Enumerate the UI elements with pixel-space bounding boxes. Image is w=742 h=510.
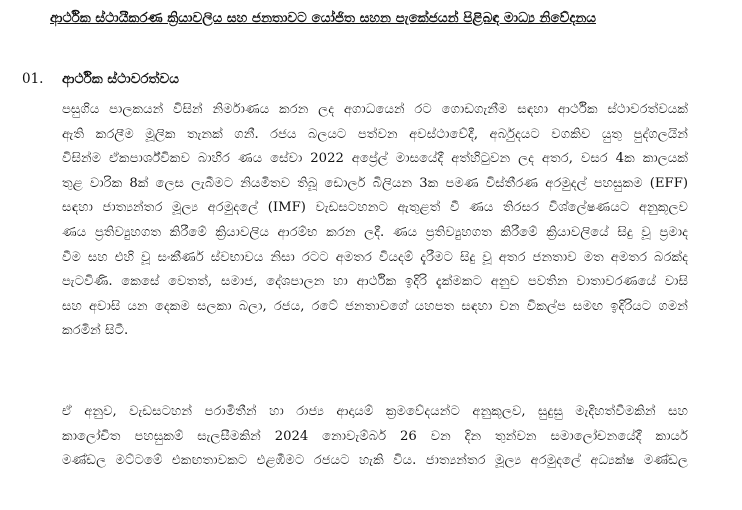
paragraph-line: කරමින් සිටී. bbox=[62, 323, 129, 339]
paragraph-line: පසුගිය පාලකයන් විසින් නිර්මාණය කරන ලද අගාධයෙන් රට ගොඩගැනීම සඳහා ආර්ථික ස්ථාවරත්වයක් bbox=[62, 102, 688, 117]
section-heading bbox=[22, 69, 179, 89]
paragraph-line: ඒ අනුව, වැඩසටහන් පරාමිතීන් හා රාජ්‍ය ආදායම් ක්‍රමවේදයන්ට අනුකූලව, සුදුසු මැදිහත්වීමකින් සහ bbox=[62, 404, 688, 419]
paragraph-line: තුළ වාරික 8ක් ලෙස ලැබීමට නියමිතව තිබූ ඩොලර් බිලියන 3ක පමණ විස්තීරණ අරමුදල් පහසුකම (EFF) bbox=[62, 175, 688, 191]
paragraph-line: පැටවිණි. කෙසේ වෙතත්, සමාජ, දේශපාලන හා ආර්ථික ඉදිරි දැක්මකට අනුව පවතින වාතාවරණයේ වාසි bbox=[62, 274, 688, 290]
paragraph-line: ණය ප්‍රතිව්‍යුහගත කිරීමේ ක්‍රියාවලිය ආරම්භ කරන ලදී. ණය ප්‍රතිව්‍යුහගත කිරීමේ ක්‍රියාවලියේ සිදු වූ ප්‍රමාද bbox=[62, 224, 688, 240]
section-number: 01. bbox=[22, 71, 44, 87]
body-paragraph-2 bbox=[62, 400, 688, 474]
paragraph-line: විසින්ම ඒකපාර්ශ්විකව බාහිර ණය සේවා 2022 අප්‍රේල් මාසයේදී අත්හිටුවන ලද අතර, වසර 4ක කාලයක් bbox=[62, 151, 688, 167]
paragraph-line: සහ අවාසි යන දෙකම සලකා බලා, රජය, රටේ ජනතාවගේ යහපත සඳහා වන විකල්ප සමඟ ඉදිරියට ගමන් bbox=[62, 298, 688, 314]
body-paragraph-1 bbox=[62, 98, 688, 344]
paragraph-line: සඳහා ජාත්‍යන්තර මූල්‍ය අරමුදලේ (IMF) වැඩසටහනට ඇතුළත් වී ණය තිරසර විශ්ලේෂණයට අනුකූලව bbox=[62, 200, 688, 216]
paragraph-line: මණ්ඩල මට්ටමේ එකඟතාවකට එළඹීමට රජයට හැකි විය. ජාත්‍යන්තර මූල්‍ය අරමුදලේ අධ්‍යක්ෂ මණ්ඩල bbox=[62, 453, 688, 469]
paragraph-line: ඇති කරලීම මූලික තැනක් ගනී. රජය බලයට පත්වන අවස්ථාවේදී, අර්බුදයට වගකිව යුතු පුද්ගලයින් bbox=[62, 126, 688, 142]
paragraph-line: කාලෝචිත පහසුකම් සැලසීමකින් 2024 නොවැම්බර් 26 වන දින තුන්වන සමාලෝචනයේදී කාර්ය bbox=[62, 428, 688, 444]
paragraph-line: වීම සහ එහි වූ සංකීර්ණ ස්වභාවය නිසා රටට අමතර වියදම් දැරීමට සිදු වූ අතර ජනතාව මත අමතර බරක්ද bbox=[62, 249, 688, 265]
document-title: ආර්ථික ස්ථායීකරණ ක්‍රියාවලිය සහ ජනතාවට යෝජිත සහන පැකේජයන් පිළිබඳ මාධ්‍ය නිවේදනය bbox=[50, 10, 597, 26]
section-heading-text: ආර්ථික ස්ථාවරත්වය bbox=[62, 71, 179, 87]
